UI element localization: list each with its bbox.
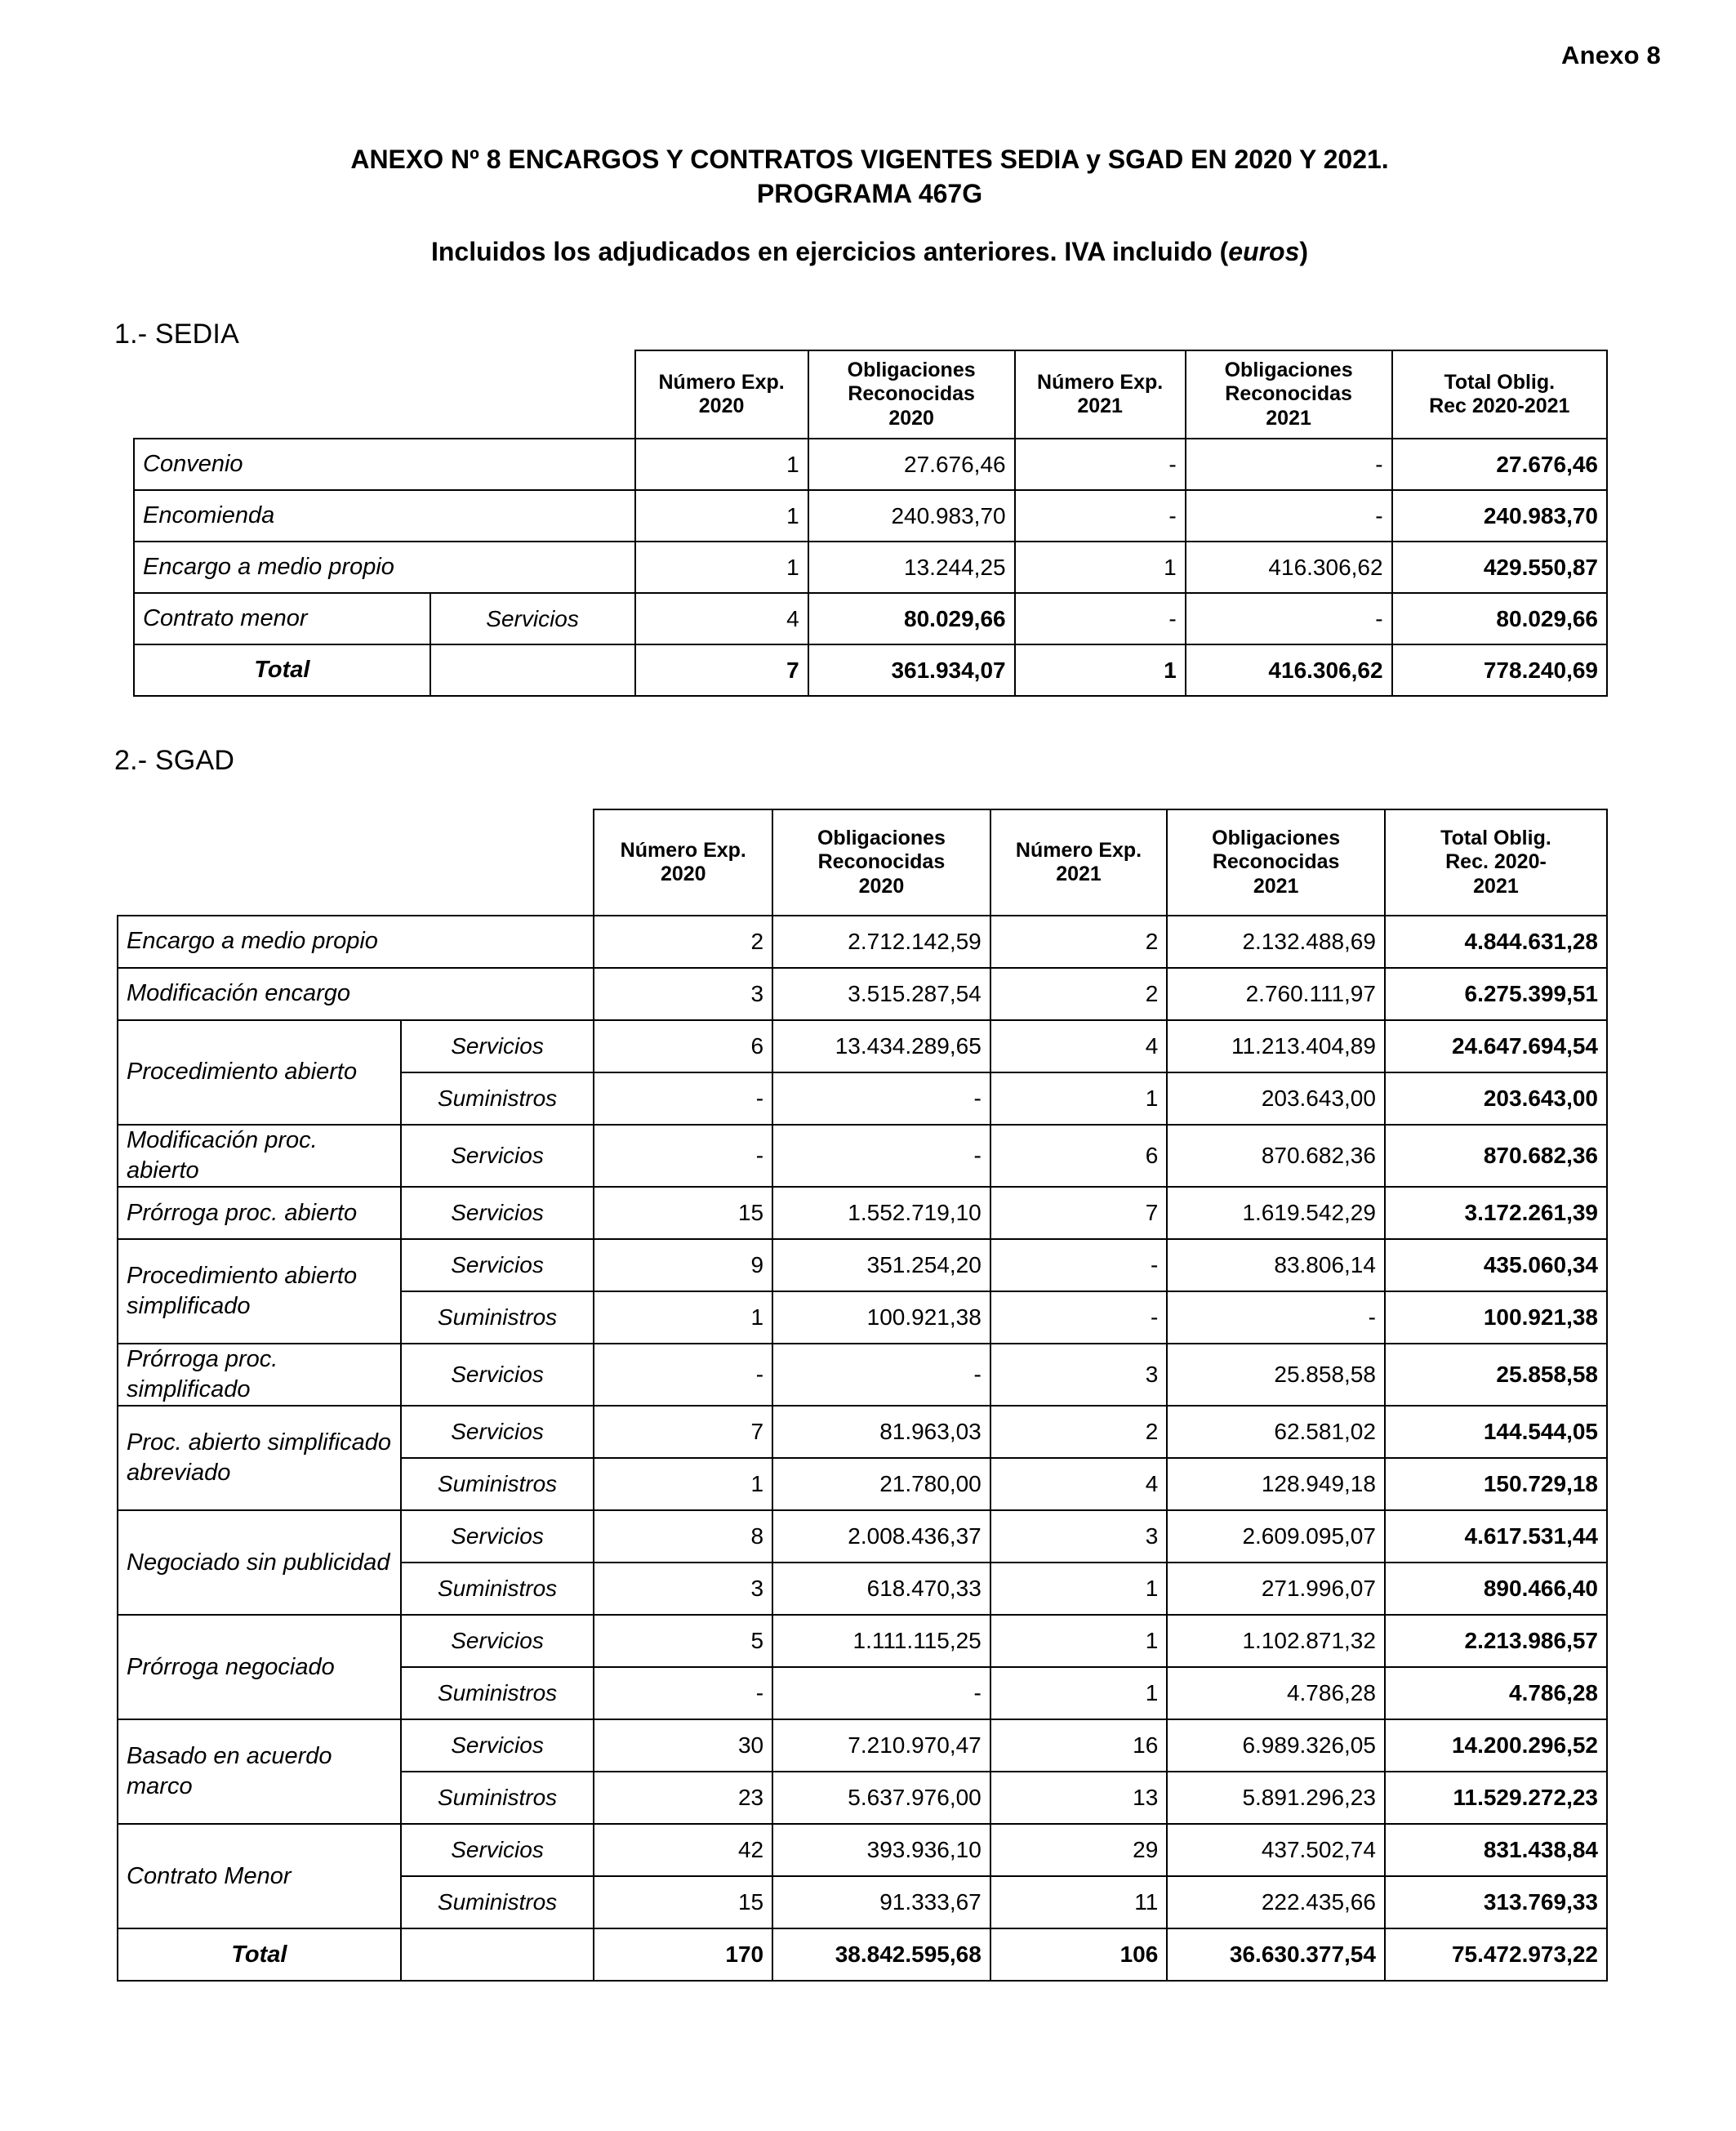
- cell-oblig-2021: 128.949,18: [1167, 1458, 1385, 1510]
- total-row-label: Total: [134, 644, 430, 696]
- section-label-sgad: 2.- SGAD: [114, 745, 235, 776]
- row-label: Encargo a medio propio: [118, 916, 594, 968]
- cell-oblig-2020: -: [772, 1072, 990, 1125]
- row-label: Prórroga negociado: [118, 1615, 401, 1719]
- cell-oblig-2021: -: [1167, 1291, 1385, 1344]
- cell-total: 4.786,28: [1385, 1667, 1607, 1719]
- sedia-header-spacer-label: [134, 350, 430, 439]
- row-label: Contrato Menor: [118, 1824, 401, 1928]
- cell-num-exp-2020: -: [594, 1072, 772, 1125]
- cell-total: 25.858,58: [1385, 1344, 1607, 1406]
- total-oblig-2021: 36.630.377,54: [1167, 1928, 1385, 1981]
- cell-num-exp-2020: 1: [635, 490, 808, 542]
- col-head-line3: 2021: [1266, 406, 1311, 430]
- sgad-col-num-exp-2021: [990, 809, 1168, 916]
- cell-total: 4.844.631,28: [1385, 916, 1607, 968]
- cell-oblig-2021: 416.306,62: [1186, 542, 1392, 593]
- sgad-col-oblig-rec-2021: [1167, 809, 1385, 916]
- subtitle-prefix: Incluidos los adjudicados en ejercicios anteriores. IVA incluido (: [430, 237, 1229, 266]
- cell-oblig-2021: 2.760.111,97: [1167, 968, 1385, 1020]
- row-subtype: Suministros: [401, 1667, 594, 1719]
- row-subtype: Servicios: [401, 1510, 594, 1563]
- cell-num-exp-2021: 3: [990, 1344, 1168, 1406]
- cell-oblig-2020: 21.780,00: [772, 1458, 990, 1510]
- cell-oblig-2021: 2.132.488,69: [1167, 916, 1385, 968]
- row-subtype: Servicios: [401, 1187, 594, 1239]
- table-row: [118, 968, 1607, 1020]
- cell-oblig-2020: 2.008.436,37: [772, 1510, 990, 1563]
- cell-num-exp-2020: 3: [594, 968, 772, 1020]
- col-head-line2: 2021: [1056, 863, 1102, 885]
- sedia-table-header: [134, 350, 1607, 439]
- col-head-line2: Reconocidas: [1225, 382, 1352, 406]
- cell-oblig-2020: 351.254,20: [772, 1239, 990, 1291]
- cell-oblig-2020: 1.552.719,10: [772, 1187, 990, 1239]
- row-subtype: Servicios: [401, 1824, 594, 1876]
- cell-total: 14.200.296,52: [1385, 1719, 1607, 1772]
- total-num-exp-2020: 170: [594, 1928, 772, 1981]
- sgad-header-spacer-label: [118, 809, 401, 916]
- table-row: [134, 439, 1607, 490]
- col-head-line3: 2021: [1253, 874, 1299, 898]
- cell-oblig-2021: -: [1186, 439, 1392, 490]
- cell-oblig-2020: -: [772, 1667, 990, 1719]
- cell-num-exp-2021: 2: [990, 968, 1168, 1020]
- cell-num-exp-2021: 2: [990, 916, 1168, 968]
- total-num-exp-2020: 7: [635, 644, 808, 696]
- cell-num-exp-2020: -: [594, 1125, 772, 1187]
- cell-total: 831.438,84: [1385, 1824, 1607, 1876]
- cell-oblig-2020: 5.637.976,00: [772, 1772, 990, 1824]
- cell-num-exp-2021: -: [1015, 490, 1186, 542]
- row-subtype: Servicios: [401, 1344, 594, 1406]
- cell-oblig-2021: 25.858,58: [1167, 1344, 1385, 1406]
- cell-total: 313.769,33: [1385, 1876, 1607, 1928]
- col-head-line2: 2021: [1077, 395, 1123, 417]
- cell-total: 2.213.986,57: [1385, 1615, 1607, 1667]
- col-head-line1: Total Oblig.: [1440, 826, 1551, 849]
- row-label: Prórroga proc. abierto: [118, 1187, 401, 1239]
- col-head-line1: Total Oblig.: [1444, 370, 1556, 394]
- total-row-subtype-empty: [401, 1928, 594, 1981]
- cell-oblig-2020: 100.921,38: [772, 1291, 990, 1344]
- row-label: Modificación encargo: [118, 968, 594, 1020]
- cell-total: 6.275.399,51: [1385, 968, 1607, 1020]
- cell-oblig-2020: 618.470,33: [772, 1563, 990, 1615]
- cell-num-exp-2021: 11: [990, 1876, 1168, 1928]
- cell-num-exp-2021: 4: [990, 1458, 1168, 1510]
- col-head-line2: Rec 2020-2021: [1429, 395, 1570, 417]
- cell-total: 100.921,38: [1385, 1291, 1607, 1344]
- col-head-line2: Rec. 2020-: [1445, 850, 1547, 874]
- table-row: [118, 1187, 1607, 1239]
- table-row: [118, 1719, 1607, 1772]
- cell-num-exp-2020: 1: [635, 542, 808, 593]
- row-label: Encomienda: [134, 490, 635, 542]
- sgad-table: [117, 809, 1608, 1982]
- title-line-2: PROGRAMA 467G: [756, 178, 983, 208]
- page-subtitle: [135, 235, 1605, 270]
- sedia-header-row: [134, 350, 1607, 439]
- sgad-table-header: [118, 809, 1607, 916]
- cell-num-exp-2021: 29: [990, 1824, 1168, 1876]
- cell-oblig-2021: -: [1186, 593, 1392, 644]
- cell-num-exp-2021: 16: [990, 1719, 1168, 1772]
- row-label: Basado en acuerdo marco: [118, 1719, 401, 1824]
- cell-num-exp-2020: 2: [594, 916, 772, 968]
- cell-total: 150.729,18: [1385, 1458, 1607, 1510]
- row-subtype: Suministros: [401, 1876, 594, 1928]
- cell-num-exp-2020: 1: [594, 1458, 772, 1510]
- row-label: Prórroga proc. simplificado: [118, 1344, 401, 1406]
- col-head-line1: Obligaciones: [1224, 358, 1353, 381]
- col-head-line1: Número Exp.: [1015, 838, 1142, 862]
- cell-num-exp-2020: 42: [594, 1824, 772, 1876]
- row-label: Modificación proc. abierto: [118, 1125, 401, 1187]
- cell-num-exp-2021: -: [990, 1291, 1168, 1344]
- cell-oblig-2021: 203.643,00: [1167, 1072, 1385, 1125]
- cell-num-exp-2020: 7: [594, 1406, 772, 1458]
- table-row: [134, 490, 1607, 542]
- sgad-col-num-exp-2020: [594, 809, 772, 916]
- table-row: [118, 916, 1607, 968]
- cell-num-exp-2021: 13: [990, 1772, 1168, 1824]
- table-row: [134, 593, 1607, 644]
- cell-oblig-2021: 437.502,74: [1167, 1824, 1385, 1876]
- cell-oblig-2021: 870.682,36: [1167, 1125, 1385, 1187]
- cell-oblig-2020: 7.210.970,47: [772, 1719, 990, 1772]
- cell-total: 890.466,40: [1385, 1563, 1607, 1615]
- row-subtype: Servicios: [401, 1406, 594, 1458]
- cell-total: 240.983,70: [1392, 490, 1607, 542]
- cell-num-exp-2021: 6: [990, 1125, 1168, 1187]
- row-subtype: Suministros: [401, 1072, 594, 1125]
- col-head-line1: Obligaciones: [1212, 826, 1341, 849]
- cell-oblig-2021: 1.619.542,29: [1167, 1187, 1385, 1239]
- cell-total: 144.544,05: [1385, 1406, 1607, 1458]
- cell-num-exp-2021: 7: [990, 1187, 1168, 1239]
- cell-num-exp-2021: 1: [990, 1615, 1168, 1667]
- row-subtype: Servicios: [430, 593, 635, 644]
- cell-num-exp-2020: -: [594, 1667, 772, 1719]
- subtitle-suffix: ): [1299, 237, 1309, 266]
- row-label: Procedimiento abierto: [118, 1020, 401, 1125]
- cell-oblig-2021: 1.102.871,32: [1167, 1615, 1385, 1667]
- page-title: [135, 143, 1605, 211]
- sedia-header-spacer-subtype: [430, 350, 635, 439]
- cell-oblig-2020: -: [772, 1125, 990, 1187]
- cell-total: 4.617.531,44: [1385, 1510, 1607, 1563]
- row-label: Procedimiento abierto simplificado: [118, 1239, 401, 1344]
- cell-total: 429.550,87: [1392, 542, 1607, 593]
- cell-oblig-2021: 271.996,07: [1167, 1563, 1385, 1615]
- cell-oblig-2021: -: [1186, 490, 1392, 542]
- cell-oblig-2020: 3.515.287,54: [772, 968, 990, 1020]
- total-oblig-2021: 416.306,62: [1186, 644, 1392, 696]
- col-head-line1: Obligaciones: [847, 358, 976, 381]
- total-grand: 75.472.973,22: [1385, 1928, 1607, 1981]
- annex-tag: Anexo 8: [1561, 41, 1661, 69]
- cell-num-exp-2021: -: [1015, 593, 1186, 644]
- cell-oblig-2020: -: [772, 1344, 990, 1406]
- row-subtype: Suministros: [401, 1458, 594, 1510]
- cell-oblig-2021: 4.786,28: [1167, 1667, 1385, 1719]
- cell-oblig-2021: 222.435,66: [1167, 1876, 1385, 1928]
- row-subtype: Suministros: [401, 1291, 594, 1344]
- table-row: [118, 1406, 1607, 1458]
- cell-total: 203.643,00: [1385, 1072, 1607, 1125]
- cell-oblig-2020: 13.244,25: [808, 542, 1015, 593]
- cell-num-exp-2020: 9: [594, 1239, 772, 1291]
- cell-oblig-2020: 27.676,46: [808, 439, 1015, 490]
- col-head-line2: Reconocidas: [1212, 850, 1340, 874]
- sedia-col-num-exp-2020: [635, 350, 808, 439]
- cell-num-exp-2021: 4: [990, 1020, 1168, 1072]
- col-head-line2: 2020: [660, 863, 706, 885]
- title-line-1: ANEXO Nº 8 ENCARGOS Y CONTRATOS VIGENTES SEDIA y SGAD EN 2020 Y 2021.: [350, 145, 1389, 174]
- table-row: [118, 1239, 1607, 1291]
- cell-num-exp-2020: 23: [594, 1772, 772, 1824]
- cell-num-exp-2020: 1: [635, 439, 808, 490]
- cell-num-exp-2021: 1: [1015, 542, 1186, 593]
- cell-num-exp-2021: -: [990, 1239, 1168, 1291]
- table-row: [118, 1824, 1607, 1876]
- cell-oblig-2020: 91.333,67: [772, 1876, 990, 1928]
- cell-num-exp-2021: 1: [990, 1563, 1168, 1615]
- table-row: [118, 1510, 1607, 1563]
- table-row: [118, 1020, 1607, 1072]
- table-row: [118, 1125, 1607, 1187]
- total-row-subtype-empty: [430, 644, 635, 696]
- total-oblig-2020: 38.842.595,68: [772, 1928, 990, 1981]
- table-row-total: [118, 1928, 1607, 1981]
- table-row: [134, 542, 1607, 593]
- cell-oblig-2021: 6.989.326,05: [1167, 1719, 1385, 1772]
- row-subtype: Suministros: [401, 1772, 594, 1824]
- cell-oblig-2020: 393.936,10: [772, 1824, 990, 1876]
- col-head-line1: Número Exp.: [658, 370, 785, 394]
- cell-num-exp-2020: 15: [594, 1876, 772, 1928]
- cell-oblig-2021: 2.609.095,07: [1167, 1510, 1385, 1563]
- col-head-line3: 2020: [888, 406, 934, 430]
- cell-total: 11.529.272,23: [1385, 1772, 1607, 1824]
- sgad-table-body: [118, 916, 1607, 1981]
- row-label: Contrato menor: [134, 593, 430, 644]
- col-head-line2: Reconocidas: [817, 850, 946, 874]
- cell-num-exp-2020: 1: [594, 1291, 772, 1344]
- cell-num-exp-2021: 1: [990, 1072, 1168, 1125]
- cell-num-exp-2020: 6: [594, 1020, 772, 1072]
- col-head-line1: Número Exp.: [620, 838, 746, 862]
- cell-total: 24.647.694,54: [1385, 1020, 1607, 1072]
- cell-oblig-2020: 2.712.142,59: [772, 916, 990, 968]
- table-row-total: [134, 644, 1607, 696]
- total-oblig-2020: 361.934,07: [808, 644, 1015, 696]
- sgad-header-row: [118, 809, 1607, 916]
- cell-oblig-2021: 11.213.404,89: [1167, 1020, 1385, 1072]
- cell-num-exp-2021: 2: [990, 1406, 1168, 1458]
- sedia-table-body: [134, 439, 1607, 696]
- row-subtype: Servicios: [401, 1719, 594, 1772]
- sedia-col-num-exp-2021: [1015, 350, 1186, 439]
- total-row-label: Total: [118, 1928, 401, 1981]
- col-head-line2: 2020: [698, 395, 745, 417]
- cell-total: 870.682,36: [1385, 1125, 1607, 1187]
- total-grand: 778.240,69: [1392, 644, 1607, 696]
- sedia-table: [133, 350, 1608, 697]
- cell-oblig-2020: 240.983,70: [808, 490, 1015, 542]
- row-label: Encargo a medio propio: [134, 542, 635, 593]
- cell-oblig-2020: 80.029,66: [808, 593, 1015, 644]
- cell-num-exp-2020: 30: [594, 1719, 772, 1772]
- cell-num-exp-2021: -: [1015, 439, 1186, 490]
- cell-num-exp-2021: 3: [990, 1510, 1168, 1563]
- cell-total: 27.676,46: [1392, 439, 1607, 490]
- row-subtype: Servicios: [401, 1239, 594, 1291]
- row-subtype: Servicios: [401, 1125, 594, 1187]
- cell-num-exp-2020: 4: [635, 593, 808, 644]
- cell-total: 3.172.261,39: [1385, 1187, 1607, 1239]
- sedia-col-total-oblig: [1392, 350, 1607, 439]
- sgad-col-total-oblig: [1385, 809, 1607, 916]
- row-label: Negociado sin publicidad: [118, 1510, 401, 1615]
- col-head-line1: Obligaciones: [817, 826, 946, 849]
- sedia-col-oblig-rec-2020: [808, 350, 1015, 439]
- cell-num-exp-2021: 1: [990, 1667, 1168, 1719]
- row-label: Proc. abierto simplificado abreviado: [118, 1406, 401, 1510]
- cell-oblig-2020: 81.963,03: [772, 1406, 990, 1458]
- col-head-line2: Reconocidas: [848, 382, 975, 406]
- cell-num-exp-2020: 15: [594, 1187, 772, 1239]
- cell-oblig-2021: 83.806,14: [1167, 1239, 1385, 1291]
- col-head-line3: 2021: [1473, 874, 1519, 898]
- cell-oblig-2021: 62.581,02: [1167, 1406, 1385, 1458]
- total-num-exp-2021: 1: [1015, 644, 1186, 696]
- cell-oblig-2021: 5.891.296,23: [1167, 1772, 1385, 1824]
- sgad-col-oblig-rec-2020: [772, 809, 990, 916]
- cell-num-exp-2020: -: [594, 1344, 772, 1406]
- cell-num-exp-2020: 5: [594, 1615, 772, 1667]
- cell-oblig-2020: 13.434.289,65: [772, 1020, 990, 1072]
- section-label-sedia: 1.- SEDIA: [114, 319, 239, 350]
- cell-total: 80.029,66: [1392, 593, 1607, 644]
- cell-oblig-2020: 1.111.115,25: [772, 1615, 990, 1667]
- row-subtype: Suministros: [401, 1563, 594, 1615]
- col-head-line1: Número Exp.: [1037, 370, 1164, 394]
- col-head-line3: 2020: [858, 874, 905, 898]
- row-subtype: Servicios: [401, 1615, 594, 1667]
- cell-num-exp-2020: 3: [594, 1563, 772, 1615]
- subtitle-italic-word: euros: [1228, 237, 1300, 266]
- table-row: [118, 1344, 1607, 1406]
- cell-total: 435.060,34: [1385, 1239, 1607, 1291]
- sgad-header-spacer-subtype: [401, 809, 594, 916]
- total-num-exp-2021: 106: [990, 1928, 1168, 1981]
- cell-num-exp-2020: 8: [594, 1510, 772, 1563]
- table-row: [118, 1615, 1607, 1667]
- sedia-col-oblig-rec-2021: [1186, 350, 1392, 439]
- row-subtype: Servicios: [401, 1020, 594, 1072]
- row-label: Convenio: [134, 439, 635, 490]
